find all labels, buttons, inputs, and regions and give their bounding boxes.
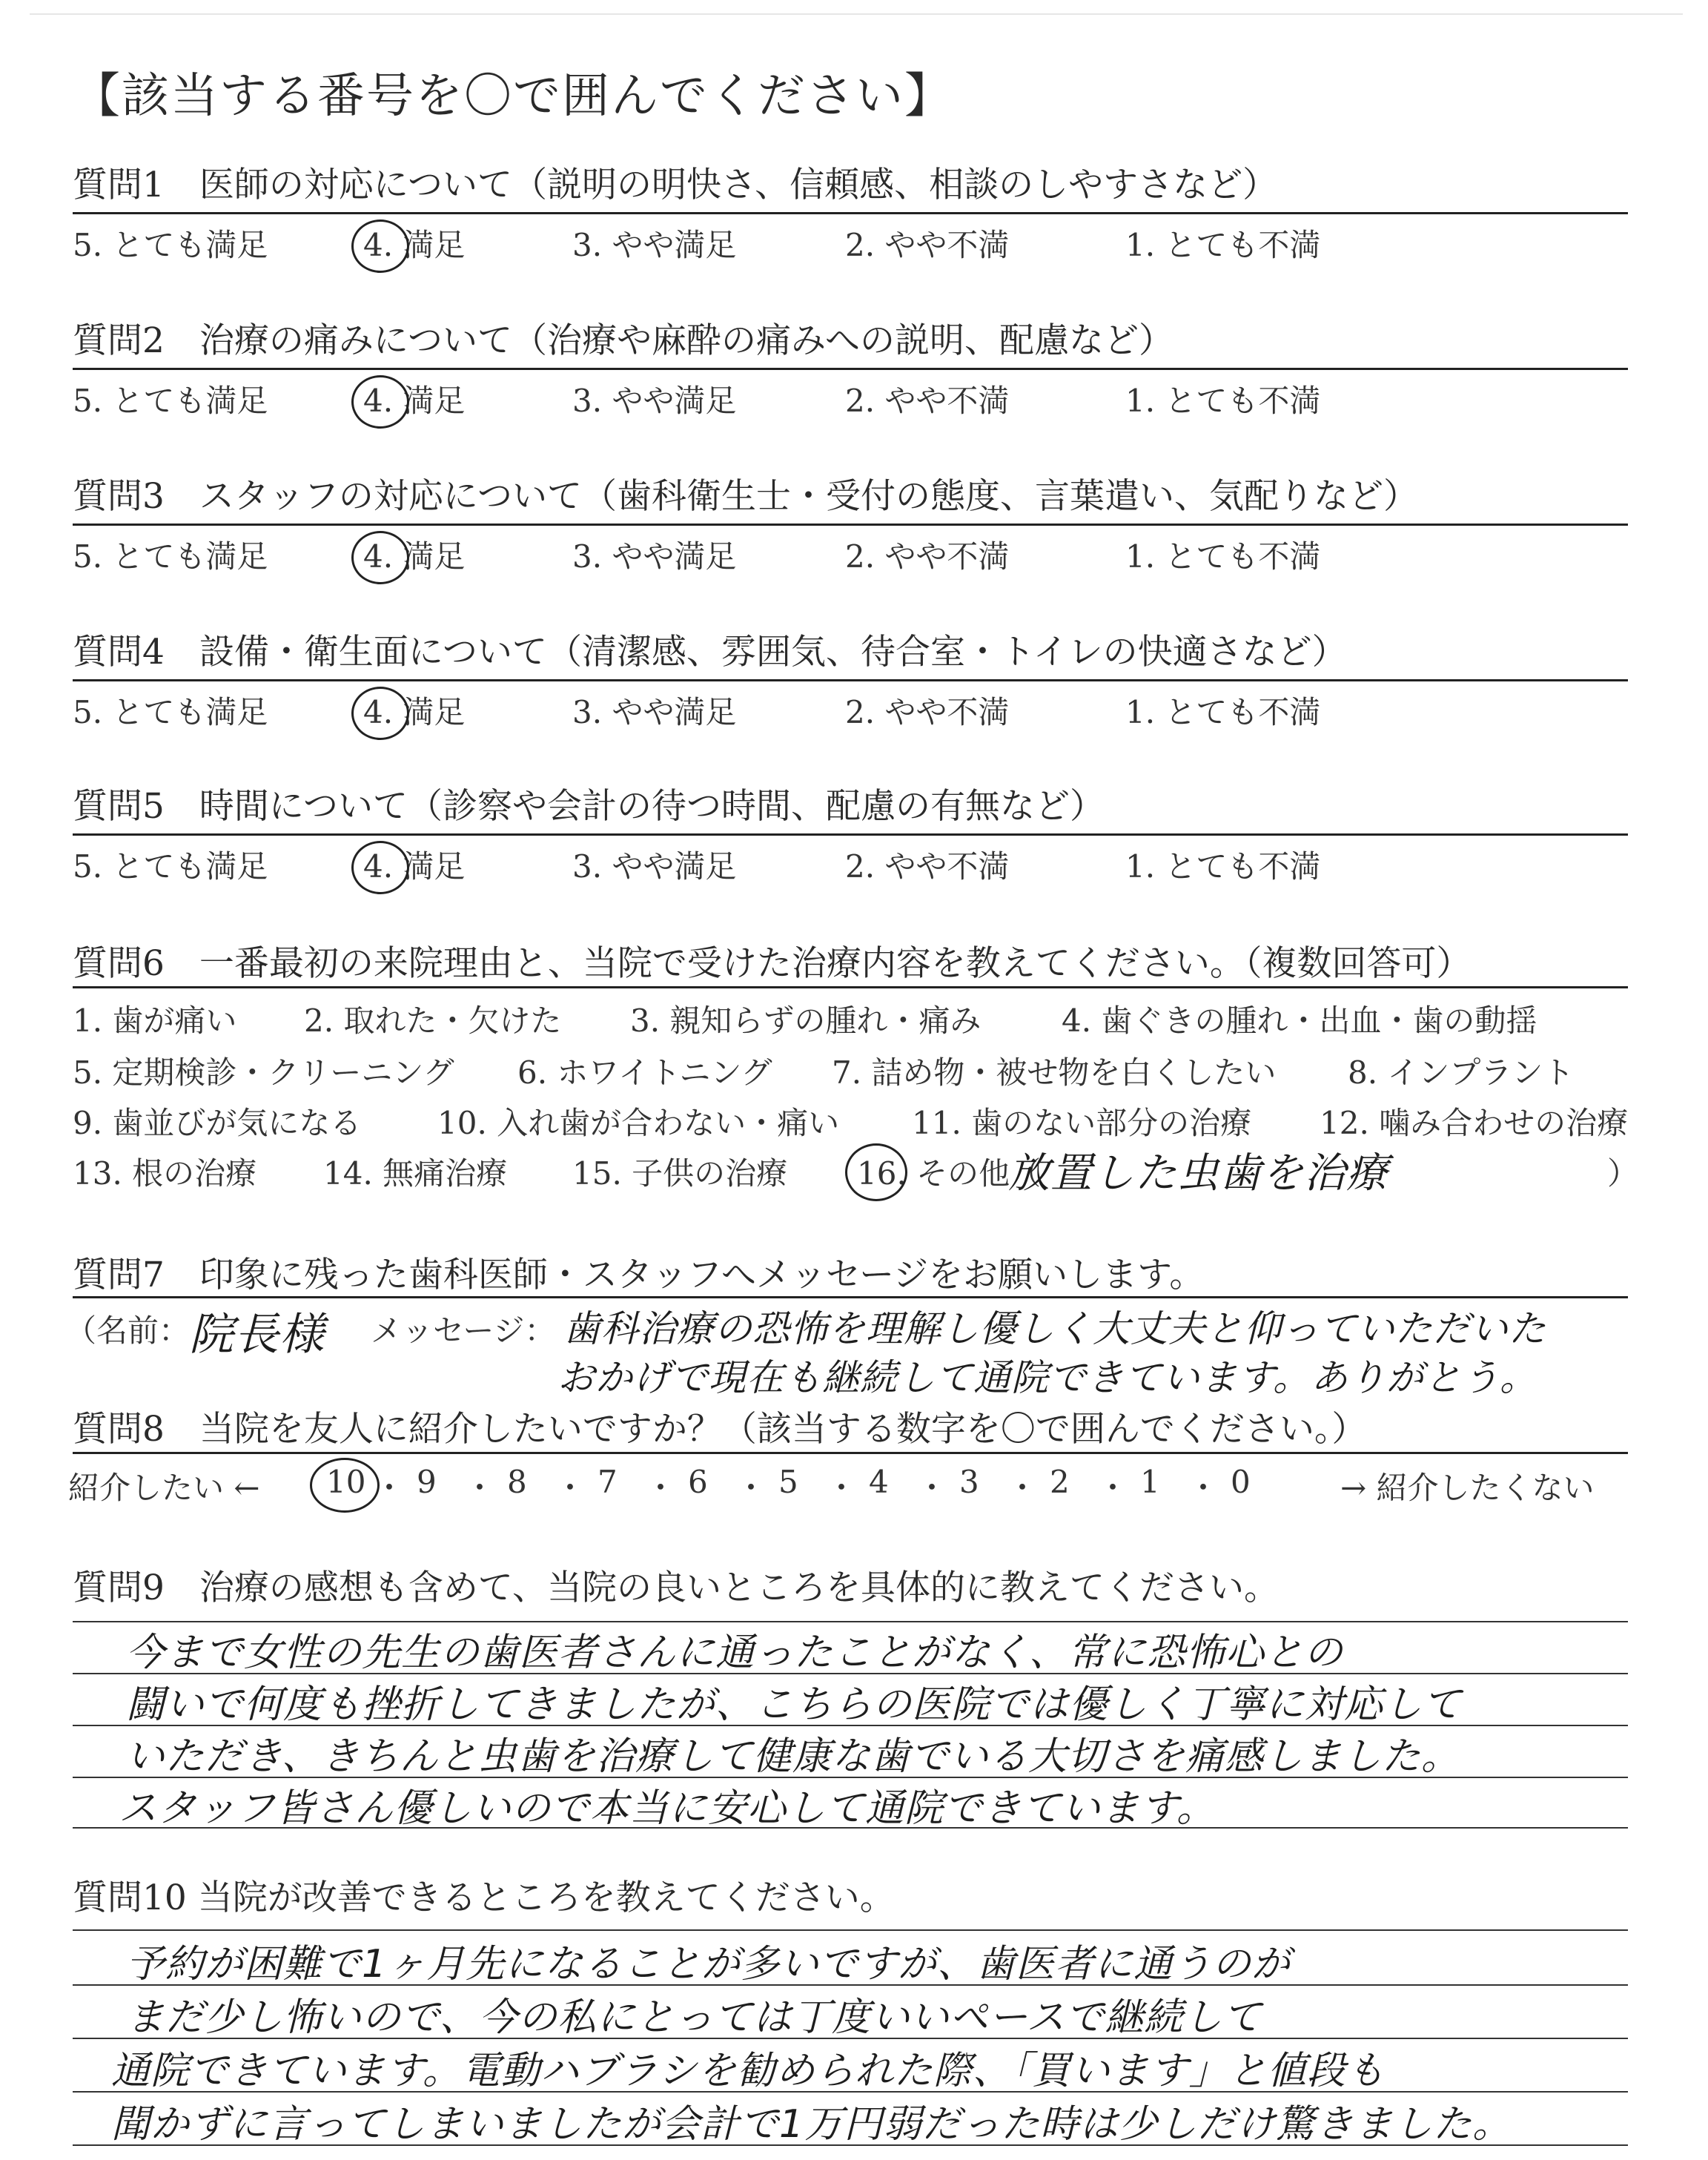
q10-answer-line: まだ少し怖いので、今の私にとっては丁度いいペースで継続して — [126, 1995, 1262, 2040]
q6-option: 7. 詰め物・被せ物を白くしたい — [832, 1054, 1277, 1091]
q3-option: 5. とても満足 — [73, 538, 268, 575]
q4-option: 3. やや満足 — [572, 694, 737, 730]
q4-rule — [73, 679, 1628, 681]
q6-option: 2. 取れた・欠けた — [304, 1003, 562, 1039]
q6-title: 質問6 一番最初の来院理由と、当院で受けた治療内容を教えてください。（複数回答可） — [73, 943, 1472, 984]
q8-separator-dot: ・ — [1188, 1470, 1219, 1506]
q3-rule — [73, 524, 1628, 526]
q4-title: 質問4 設備・衛生面について（清潔感、雰囲気、待合室・トイレの快適さなど） — [73, 632, 1347, 673]
q1-title: 質問1 医師の対応について（説明の明快さ、信頼感、相談のしやすさなど） — [73, 165, 1278, 205]
q1-option: 5. とても満足 — [73, 227, 268, 263]
q8-scale-value: 9 — [417, 1464, 437, 1500]
q1-selected-circle — [351, 219, 409, 273]
q10-answer-line: 予約が困難で1ヶ月先になることが多いですが、歯医者に通うのが — [126, 1942, 1291, 1986]
q3-option: 1. とても不満 — [1125, 538, 1321, 575]
q8-scale-value: 0 — [1231, 1464, 1251, 1500]
q8-scale-value: 1 — [1140, 1464, 1160, 1500]
q10-title: 質問10 当院が改善できるところを教えてください。 — [73, 1877, 895, 1918]
q5-title: 質問5 時間について（診察や会計の待つ時間、配慮の有無など） — [73, 786, 1105, 827]
q4-option: 5. とても満足 — [73, 694, 268, 730]
q4-selected-circle — [351, 687, 409, 740]
q2-selected-circle — [351, 375, 409, 429]
q9-answer-line: いただき、きちんと虫歯を治療して健康な歯でいる大切さを痛感しました。 — [126, 1734, 1460, 1779]
q6-option: 6. ホワイトニング — [517, 1054, 772, 1091]
q7-name-handwritten: 院長様 — [189, 1309, 325, 1361]
q8-separator-dot: ・ — [1097, 1470, 1129, 1506]
page-header: 【該当する番号を〇で囲んでください】 — [73, 69, 953, 124]
q6-selected-circle — [845, 1143, 907, 1201]
q3-option: 4. 満足 — [363, 538, 466, 575]
q8-scale-value: 2 — [1050, 1464, 1070, 1500]
q5-option: 2. やや不満 — [845, 848, 1010, 885]
q8-separator-dot: ・ — [464, 1470, 496, 1506]
q6-option: 16. その他（ — [857, 1155, 1042, 1192]
q8-separator-dot: ・ — [374, 1470, 406, 1506]
q6-other-handwritten: 放置した虫歯を治療 — [1008, 1149, 1388, 1198]
q1-option: 4. 満足 — [363, 227, 466, 263]
top-edge-line — [30, 13, 1683, 15]
q8-scale-value: 4 — [869, 1464, 889, 1500]
q6-option: 13. 根の治療 — [73, 1155, 257, 1192]
q2-option: 3. やや満足 — [572, 383, 737, 419]
q8-right-label: → 紹介したくない — [1340, 1470, 1595, 1506]
q1-option: 3. やや満足 — [572, 227, 737, 263]
q8-scale-value: 10 — [326, 1464, 366, 1500]
q8-title: 質問8 当院を友人に紹介したいですか？（該当する数字を〇で囲んでください。） — [73, 1409, 1367, 1450]
q3-title: 質問3 スタッフの対応について（歯科衛生士・受付の態度、言葉遣い、気配りなど） — [73, 476, 1418, 517]
q2-option: 2. やや不満 — [845, 383, 1010, 419]
q6-option: 10. 入れ歯が合わない・痛い — [437, 1105, 840, 1141]
q6-option: 5. 定期検診・クリーニング — [73, 1054, 454, 1091]
q2-option: 5. とても満足 — [73, 383, 268, 419]
q8-selected-circle — [310, 1458, 380, 1513]
q7-title: 質問7 印象に残った歯科医師・スタッフへメッセージをお願いします。 — [73, 1255, 1205, 1295]
q6-option: 4. 歯ぐきの腫れ・出血・歯の動揺 — [1062, 1003, 1537, 1039]
q7-rule — [73, 1296, 1628, 1298]
q5-option: 4. 満足 — [363, 848, 466, 885]
q3-selected-circle — [351, 531, 409, 584]
q6-option: 1. 歯が痛い — [73, 1003, 237, 1039]
q7-message-line2: おかげで現在も継続して通院できています。ありがとう。 — [557, 1356, 1537, 1399]
q7-message-line1: 歯科治療の恐怖を理解し優しく大丈夫と仰っていただいた — [563, 1307, 1546, 1350]
q8-separator-dot: ・ — [555, 1470, 586, 1506]
q8-left-label: 紹介したい ← — [68, 1470, 260, 1506]
q6-option: 3. 親知らずの腫れ・痛み — [630, 1003, 982, 1039]
q8-separator-dot: ・ — [826, 1470, 858, 1506]
q6-rule — [73, 986, 1628, 988]
q8-separator-dot: ・ — [735, 1470, 767, 1506]
q8-scale-value: 8 — [507, 1464, 527, 1500]
q2-rule — [73, 368, 1628, 370]
q10-answer-line: 聞かずに言ってしまいましたが会計で1万円弱だった時は少しだけ驚きました。 — [111, 2102, 1512, 2147]
q2-title: 質問2 治療の痛みについて（治療や麻酔の痛みへの説明、配慮など） — [73, 320, 1174, 361]
q1-option: 2. やや不満 — [845, 227, 1010, 263]
q4-option: 1. とても不満 — [1125, 694, 1321, 730]
q6-close-paren: ） — [1607, 1155, 1639, 1192]
q7-message-label: メッセージ： — [371, 1312, 556, 1349]
q8-scale-value: 5 — [778, 1464, 798, 1500]
q8-scale-value: 6 — [688, 1464, 708, 1500]
q6-option: 11. 歯のない部分の治療 — [912, 1105, 1252, 1141]
q8-scale-value: 7 — [598, 1464, 618, 1500]
q9-answer-line: 闘いで何度も挫折してきましたが、こちらの医院では優しく丁寧に対応して — [126, 1682, 1463, 1727]
q8-rule — [73, 1452, 1628, 1454]
q6-option: 9. 歯並びが気になる — [73, 1105, 362, 1141]
q5-selected-circle — [351, 841, 409, 894]
q9-answer-line: 今まで女性の先生の歯医者さんに通ったことがなく、常に恐怖心との — [126, 1631, 1343, 1675]
q5-rule — [73, 833, 1628, 836]
q3-option: 3. やや満足 — [572, 538, 737, 575]
q8-scale-value: 3 — [959, 1464, 979, 1500]
q10-ruled-line — [73, 1929, 1628, 1931]
q3-option: 2. やや不満 — [845, 538, 1010, 575]
q5-option: 1. とても不満 — [1125, 848, 1321, 885]
q7-name-label: （名前： — [65, 1312, 191, 1349]
q8-separator-dot: ・ — [916, 1470, 948, 1506]
q2-option: 4. 満足 — [363, 383, 466, 419]
q5-option: 5. とても満足 — [73, 848, 268, 885]
q2-option: 1. とても不満 — [1125, 383, 1321, 419]
q10-answer-line: 通院できています。電動ハブラシを勧められた際、「買います」と値段も — [111, 2049, 1386, 2093]
q8-separator-dot: ・ — [1007, 1470, 1039, 1506]
q4-option: 2. やや不満 — [845, 694, 1010, 730]
q1-rule — [73, 212, 1628, 214]
q6-option: 15. 子供の治療 — [572, 1155, 788, 1192]
q6-option: 14. 無痛治療 — [323, 1155, 508, 1192]
q6-option: 8. インプラント — [1348, 1054, 1575, 1091]
q6-option: 12. 噛み合わせの治療 — [1320, 1105, 1629, 1141]
q5-option: 3. やや満足 — [572, 848, 737, 885]
q4-option: 4. 満足 — [363, 694, 466, 730]
q9-answer-line: スタッフ皆さん優しいので本当に安心して通院できています。 — [119, 1786, 1216, 1831]
q8-separator-dot: ・ — [645, 1470, 677, 1506]
q1-option: 1. とても不満 — [1125, 227, 1321, 263]
q9-title: 質問9 治療の感想も含めて、当院の良いところを具体的に教えてください。 — [73, 1568, 1279, 1608]
